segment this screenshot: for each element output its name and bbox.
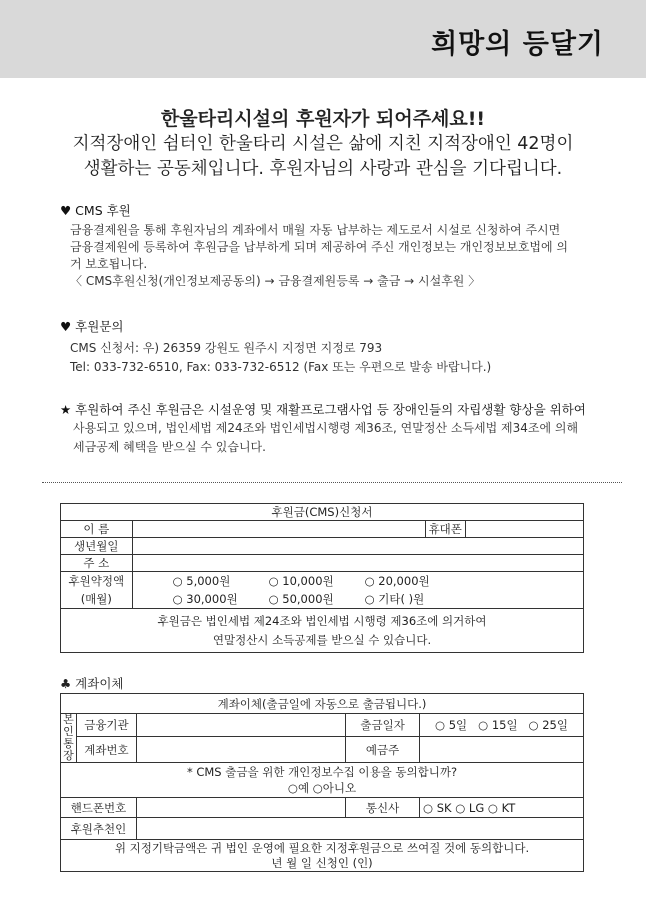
carrier-options[interactable]: ○ SK ○ LG ○ KT (420, 798, 584, 818)
date-options (420, 714, 584, 737)
account-number-label: 계좌번호 (76, 737, 136, 763)
tax-note-line: 연말정산시 소득공제를 받으실 수 있습니다. (212, 632, 432, 647)
account-holder-label: 본인통장 (61, 714, 77, 763)
notice-line: 사용되고 있으며, 법인세법 제24조와 법인세법시행령 제36조, 연말정산 소득세법 제34조에 의해 (73, 421, 579, 435)
form-title: 후원금(CMS)신청서 (61, 504, 584, 521)
notice-section (60, 400, 586, 457)
signature-line[interactable]: 년 월 일 신청인 (인) (271, 855, 373, 870)
referrer-field[interactable] (136, 818, 583, 840)
date-option-25[interactable]: ○ 25일 (528, 718, 568, 733)
address-label: 주 소 (61, 555, 133, 572)
inquiry-line: CMS 신청서: 우) 26359 강원도 원주시 지정면 지정로 793 (70, 341, 383, 355)
cms-line: 〈 CMS후원신청(개인정보제공동의) → 금융결제원등록 → 출금 → 시설후원 〉 (70, 274, 481, 288)
cms-title: ♥ CMS 후원 (60, 203, 131, 218)
consent-options[interactable]: ○예 ○아니오 (287, 781, 357, 795)
tax-note (61, 609, 584, 653)
inquiry-title: ♥ 후원문의 (60, 319, 124, 334)
amount-option-50000[interactable]: ○ 50,000원 (268, 592, 334, 606)
mobile-field[interactable] (136, 798, 345, 818)
amount-option-20000[interactable]: ○ 20,000원 (364, 574, 430, 588)
date-option-5[interactable]: ○ 5일 (435, 718, 468, 733)
cms-line: 금융결제원을 통해 후원자님의 계좌에서 매월 자동 납부하는 제도로서 시설로 신청하여 주시면 (70, 223, 561, 237)
cms-line: 거 보호됩니다. (70, 257, 148, 271)
account-number-field[interactable] (136, 737, 345, 763)
carrier-label: 통신사 (346, 798, 420, 818)
amount-label-sub: (매월) (80, 592, 112, 606)
cms-line: 금융결제원에 등록하여 후원금을 납부하게 되며 제공하여 주신 개인정보는 개인정보보호법에 의 (70, 240, 569, 254)
cms-application-form (60, 503, 584, 653)
privacy-consent (61, 763, 584, 798)
phone-field[interactable] (465, 521, 583, 538)
headline-main: 한울타리시설의 후원자가 되어주세요!! (160, 108, 486, 130)
notice-line: 세금공제 혜택을 받으실 수 있습니다. (73, 440, 266, 454)
date-label: 출금일자 (346, 714, 420, 737)
amount-label-main: 후원약정액 (68, 574, 125, 588)
page-title: 희망의 등달기 (431, 29, 604, 60)
agreement-text: 위 지정기탁금액은 귀 법인 운영에 필요한 지정후원금으로 쓰여질 것에 동의합니다. (114, 840, 530, 855)
name-field[interactable] (132, 521, 425, 538)
amount-option-10000[interactable]: ○ 10,000원 (268, 574, 334, 588)
inquiry-section (60, 318, 491, 377)
amount-options (132, 572, 583, 609)
notice-line: ★ 후원하여 주신 후원금은 시설운영 및 재활프로그램사업 등 장애인들의 자립생활 향상을 위하여 (60, 402, 586, 417)
phone-label: 휴대폰 (425, 521, 465, 538)
transfer-header: 계좌이체(출금일에 자동으로 출금됩니다.) (61, 694, 584, 714)
bank-field[interactable] (136, 714, 345, 737)
agreement (61, 840, 584, 872)
divider (42, 482, 622, 483)
amount-option-30000[interactable]: ○ 30,000원 (172, 592, 238, 606)
headline-sub-2: 생활하는 공동체입니다. 후원자님의 사랑과 관심을 기다립니다. (83, 159, 563, 179)
tax-note-line: 후원금은 법인세법 제24조와 법인세법 시행령 제36조에 의거하여 (157, 613, 487, 628)
date-option-15[interactable]: ○ 15일 (478, 718, 518, 733)
consent-question: * CMS 출금을 위한 개인정보수집 이용을 동의합니까? (186, 765, 458, 779)
birth-field[interactable] (132, 538, 583, 555)
referrer-label: 후원추천인 (61, 818, 137, 840)
amount-option-other[interactable]: ○ 기타( )원 (364, 592, 425, 606)
page-header (0, 0, 646, 78)
amount-option-5000[interactable]: ○ 5,000원 (172, 574, 231, 588)
inquiry-line: Tel: 033-732-6510, Fax: 033-732-6512 (Fax 또는 우편으로 발송 바랍니다.) (70, 360, 492, 374)
mobile-label: 핸드폰번호 (61, 798, 137, 818)
address-field[interactable] (132, 555, 583, 572)
name-label: 이 름 (61, 521, 133, 538)
transfer-form (60, 693, 584, 872)
depositor-label: 예금주 (346, 737, 420, 763)
birth-label: 생년월일 (61, 538, 133, 555)
amount-label (61, 572, 133, 609)
depositor-field[interactable] (420, 737, 584, 763)
headline-sub-1: 지적장애인 쉼터인 한울타리 시설은 삶에 지친 지적장애인 42명이 (72, 134, 574, 154)
cms-section (60, 202, 568, 290)
bank-label: 금융기관 (76, 714, 136, 737)
transfer-section-title: ♣ 계좌이체 (60, 676, 124, 691)
